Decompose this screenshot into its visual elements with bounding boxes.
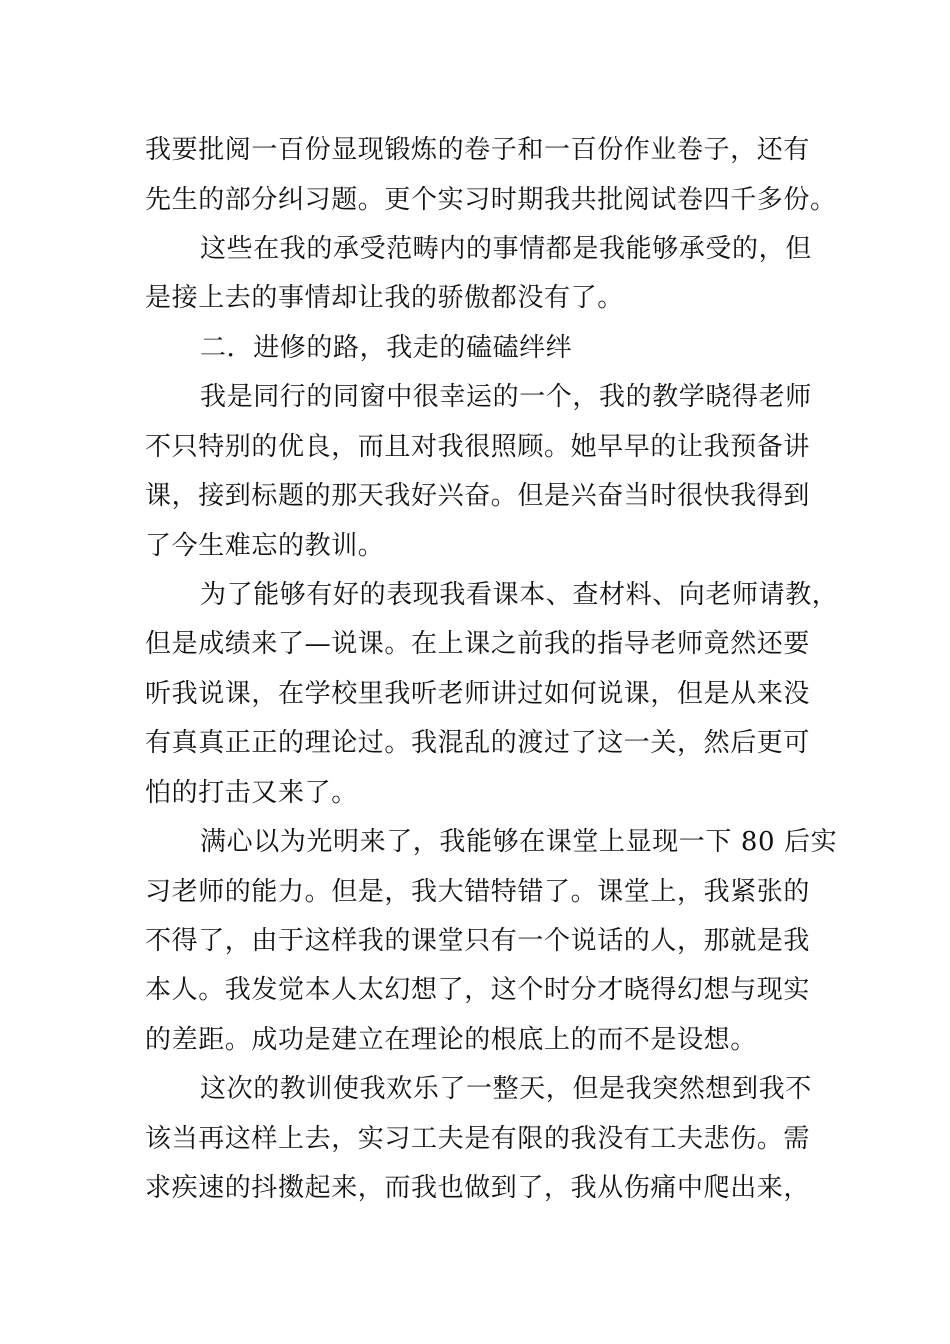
text-line: 本人。我发觉本人太幻想了，这个时分才晓得幻想与现实 <box>145 975 811 1005</box>
text-line: 我要批阅一百份显现锻炼的卷子和一百份作业卷子，还有 <box>145 135 811 165</box>
text-line: 听我说课，在学校里我听老师讲过如何说课，但是从来没 <box>145 679 811 709</box>
text-line: 了今生难忘的教训。 <box>145 531 385 561</box>
section-heading: 二．进修的路，我走的磕磕绊绊 <box>200 333 573 363</box>
text-line: 有真真正正的理论过。我混乱的渡过了这一关，然后更可 <box>145 728 811 758</box>
paragraph-first-line: 满心以为光明来了，我能够在课堂上显现一下 80 后实 <box>200 827 838 857</box>
paragraph-first-line: 我是同行的同窗中很幸运的一个，我的教学晓得老师 <box>200 382 812 412</box>
paragraph-first-line: 为了能够有好的表现我看课本、查材料、向老师请教， <box>200 580 839 610</box>
text-line: 习老师的能力。但是，我大错特错了。课堂上，我紧张的 <box>145 877 811 907</box>
paragraph-first-line: 这次的教训使我欢乐了一整天，但是我突然想到我不 <box>200 1074 812 1104</box>
text-line: 该当再这样上去，实习工夫是有限的我没有工夫悲伤。需 <box>145 1124 811 1154</box>
text-line: 的差距。成功是建立在理论的根底上的而不是设想。 <box>145 1025 757 1055</box>
paragraph-first-line: 这些在我的承受范畴内的事情都是我能够承受的，但 <box>200 234 812 264</box>
text-line: 不只特别的优良，而且对我很照顾。她早早的让我预备讲 <box>145 432 811 462</box>
text-line: 求疾速的抖擞起来，而我也做到了，我从伤痛中爬出来， <box>145 1173 811 1203</box>
text-line: 先生的部分纠习题。更个实习时期我共批阅试卷四千多份。 <box>145 185 837 215</box>
text-line: 怕的打击又来了。 <box>145 778 358 808</box>
text-line: 课，接到标题的那天我好兴奋。但是兴奋当时很快我得到 <box>145 481 811 511</box>
text-line: 但是成绩来了—说课。在上课之前我的指导老师竟然还要 <box>145 629 811 659</box>
text-line: 是接上去的事情却让我的骄傲都没有了。 <box>145 283 624 313</box>
text-line: 不得了，由于这样我的课堂只有一个说话的人，那就是我 <box>145 926 811 956</box>
